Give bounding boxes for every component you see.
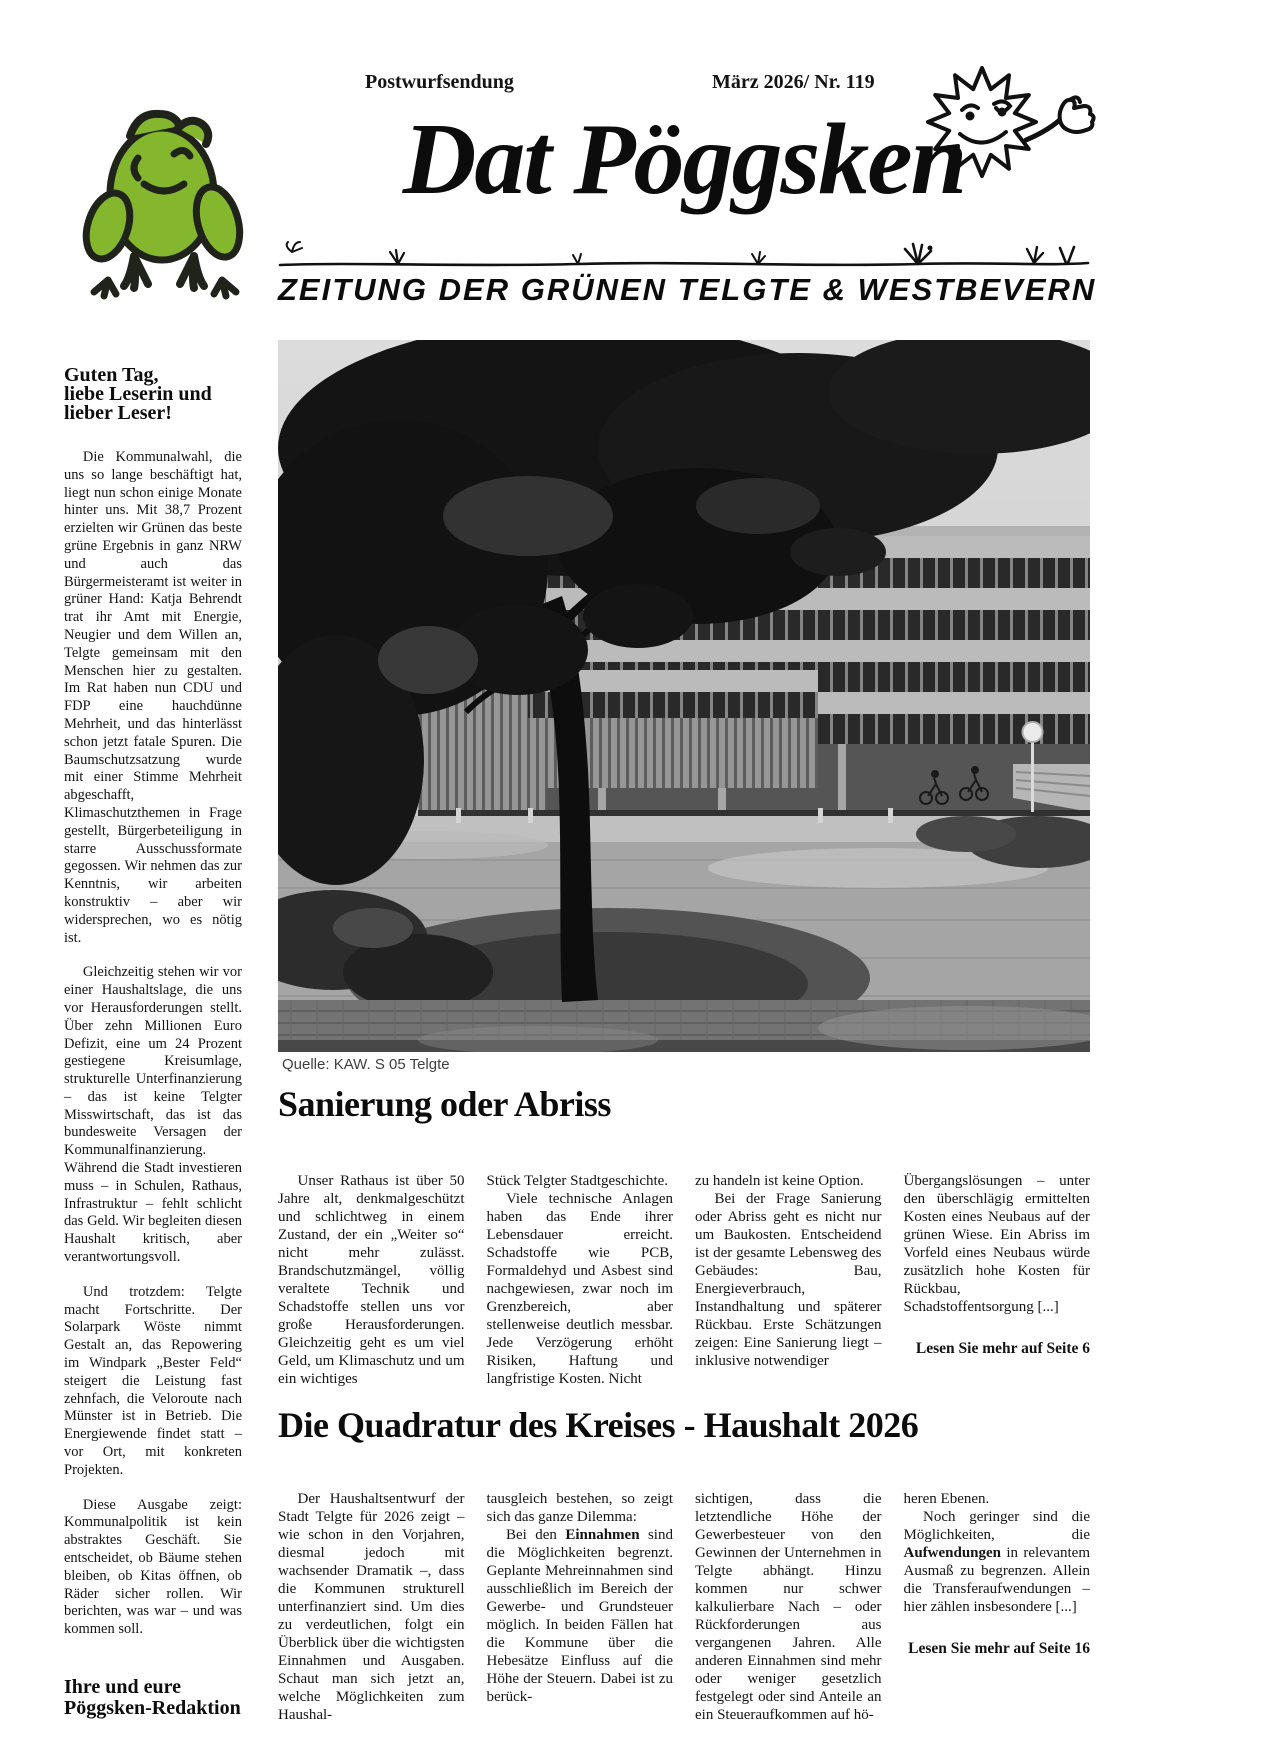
article-paragraph: zu handeln ist keine Option. (695, 1173, 864, 1189)
read-more-page-16: Lesen Sie mehr auf Seite 16 (908, 1640, 1090, 1657)
photo-caption: Quelle: KAW. S 05 Telgte (282, 1056, 450, 1073)
article2-column-1 (278, 1490, 465, 1724)
article-paragraph: Stück Telgter Stadtgeschichte. (486, 1173, 669, 1189)
grass-divider (278, 240, 1090, 274)
issue-number-label: März 2026/ Nr. 119 (712, 71, 875, 93)
article-paragraph: Der Haushaltsentwurf der Stadt Telgte für 2026 zeigt – wie schon in den Vorjahren, diesmal jedoch mit wachsender Dramatik –, dass die Kommunen strukturell unterfinanziert sind. Um dies zu verdeutlichen, folgt ein Überblick über die wichtigsten Einnahmen und Ausgaben. Schaut man sich jetzt an, welche Möglichkeiten zum Haushal- (278, 1491, 465, 1723)
editorial-signoff: Ihre und eure Pöggsken-Redaktion (64, 1676, 241, 1719)
editorial-paragraph: Und trotzdem: Telgte macht Fortschritte. Der Solarpark Wöste nimmt Gestalt an, das Repowering im Windpark „Bester Feld“ steigert die Leistung fast zehnfach, die Veloroute nach Münster ist in Betrieb. Die Energiewende findet statt – vor Ort, mit konkreten Projekten. (64, 1283, 242, 1478)
article-paragraph: tausgleich bestehen, so zeigt sich das ganze Dilemma: (486, 1491, 673, 1525)
editorial-column (64, 366, 242, 1719)
article-paragraph: Bei der Frage Sanierung oder Abriss geht es nicht nur um Baukosten. Entscheidend ist der gesamte Lebensweg des Gebäudes: Bau, Energieverbrauch, Instandhaltung und späterer Rückbau. Erste Schätzungen zeigen: Eine Sanierung liegt – inklusive notwendiger (695, 1191, 882, 1369)
editorial-paragraph: Gleichzeitig stehen wir vor einer Haushaltslage, die uns vor Herausforderungen stellt. Über zehn Millionen Euro Defizit, eine um 24 Prozent gestiegene Kreisumlage, strukturelle Unterfinanzierung – das ist keine Telgter Misswirtschaft, das ist das bundesweite Versagen der Kommunalfinanzierung. Während die Stadt investieren muss – in Schulen, Rathaus, Infrastruktur – fehlt schlicht das Geld. Wir begleiten diesen Haushalt kritisch, aber verantwortungsvoll. (64, 964, 242, 1266)
article1-column-1 (278, 1172, 465, 1388)
newspaper-subtitle: ZEITUNG DER GRÜNEN TELGTE & WESTBEVERN (278, 272, 1097, 307)
article-paragraph: Unser Rathaus ist über 50 Jahre alt, denkmalgeschützt und schlichtweg in einem Zustand, der ein „Weiter so“ nicht mehr zulässt. Brandschutzmängel, völlig veraltete Technik und Schadstoffe stellen uns vor große Herausforderungen. Gleichzeitig geht es um viel Geld, um Klimaschutz und um ein wichtiges (278, 1173, 465, 1387)
article-paragraph: Bei den Einnahmen sind die Möglichkeiten begrenzt. Geplante Mehreinnahmen sind ausschließlich im Bereich der Gewerbe- und Grundsteuer möglich. In beiden Fällen hat die Kommune über die Hebesätze Einfluss auf die Höhe der Steuern. Dabei ist zu berück- (486, 1527, 673, 1705)
article-paragraph: Noch geringer sind die Möglichkeiten, die Aufwendungen in relevantem Ausmaß zu begrenzen. Allein die Transferaufwendungen – hier zählen insbesondere [...] (903, 1509, 1090, 1615)
rathaus-photo (278, 340, 1090, 1052)
editorial-paragraph: Diese Ausgabe zeigt: Kommunalpolitik ist kein abstraktes Geschäft. Sie entscheidet, ob Bäume stehen bleiben, ob Kitas öffnen, ob Räder sicher rollen. Wir berichten, was war – und was kommen soll. (64, 1496, 242, 1638)
article2-column-3 (695, 1490, 882, 1724)
newspaper-title: Dat Pöggsken (402, 103, 966, 216)
article2-headline: Die Quadratur des Kreises - Haushalt 2026 (278, 1405, 919, 1445)
editorial-heading: Guten Tag, liebe Leserin und lieber Leser! (64, 364, 212, 424)
article1-body (278, 1172, 1090, 1388)
article1-column-3 (695, 1172, 882, 1388)
editorial-paragraph: Die Kommunalwahl, die uns so lange beschäftigt hat, liegt nun schon einige Monate hinter uns. Mit 38,7 Prozent erzielten wir Grünen das beste grüne Ergebnis in ganz NRW und auch das Bürgermeisteramt ist weiter in grüner Hand: Katja Behrendt trat ihr Amt mit Energie, Neugier und dem Willen an, Telgte gemeinsam mit den Menschen hier zu gestalten. Im Rat haben nun CDU und FDP eine hauchdünne Mehrheit, und das hinterlässt schon jetzt fatale Spuren. Die Baumschutzsatzung wurde mit einer Stimme Mehrheit abgeschafft, Klimaschutzthemen in Frage gestellt, Bürgerbeteiligung in starre Ausschussformate gegossen. Wir nehmen das zur Kenntnis, wir arbeiten konstruktiv – aber wir widersprechen, wo es nötig ist. (64, 449, 242, 946)
frog-logo-icon (78, 66, 252, 304)
mailing-type-label: Postwurfsendung (365, 71, 514, 93)
article2-body (278, 1490, 1090, 1724)
article-paragraph: heren Ebenen. (903, 1491, 990, 1507)
article-paragraph: Übergangslösungen – unter den überschlägig ermittelten Kosten eines Neubaus auf der grünen Wiese. Ein Abriss im Vorfeld eines Neubaus würde zusätzlich hohe Kosten für Rückbau, Schadstoffentsorgung [...] (903, 1173, 1090, 1315)
read-more-page-6: Lesen Sie mehr auf Seite 6 (915, 1340, 1090, 1357)
article1-column-2 (487, 1172, 674, 1388)
article-paragraph: Viele technische Anlagen haben das Ende ihrer Lebensdauer erreicht. Schadstoffe wie PCB, Formaldehyd und Asbest sind nachgewiesen, zwar noch im Grenzbereich, aber stellenweise deutlich messbar. Jede Verzögerung erhöht Risiken, Haftung und langfristige Kosten. Nicht (486, 1191, 673, 1387)
article2-column-2 (487, 1490, 674, 1724)
article1-column-4 (904, 1172, 1091, 1388)
article2-column-4 (904, 1490, 1091, 1724)
article1-headline: Sanierung oder Abriss (278, 1084, 611, 1124)
article-paragraph: sichtigen, dass die letztendliche Höhe der Gewerbesteuer von den Gewinnen der Unternehmen in Telgte abhängt. Hinzu kommen nur schwer kalkulierbare Nach – oder Rückforderungen aus vergangenen Jahren. Alle anderen Einnahmen sind mehr oder weniger gesetzlich festgelegt oder sind Anteile an ein Steueraufkommen auf hö- (695, 1491, 882, 1723)
